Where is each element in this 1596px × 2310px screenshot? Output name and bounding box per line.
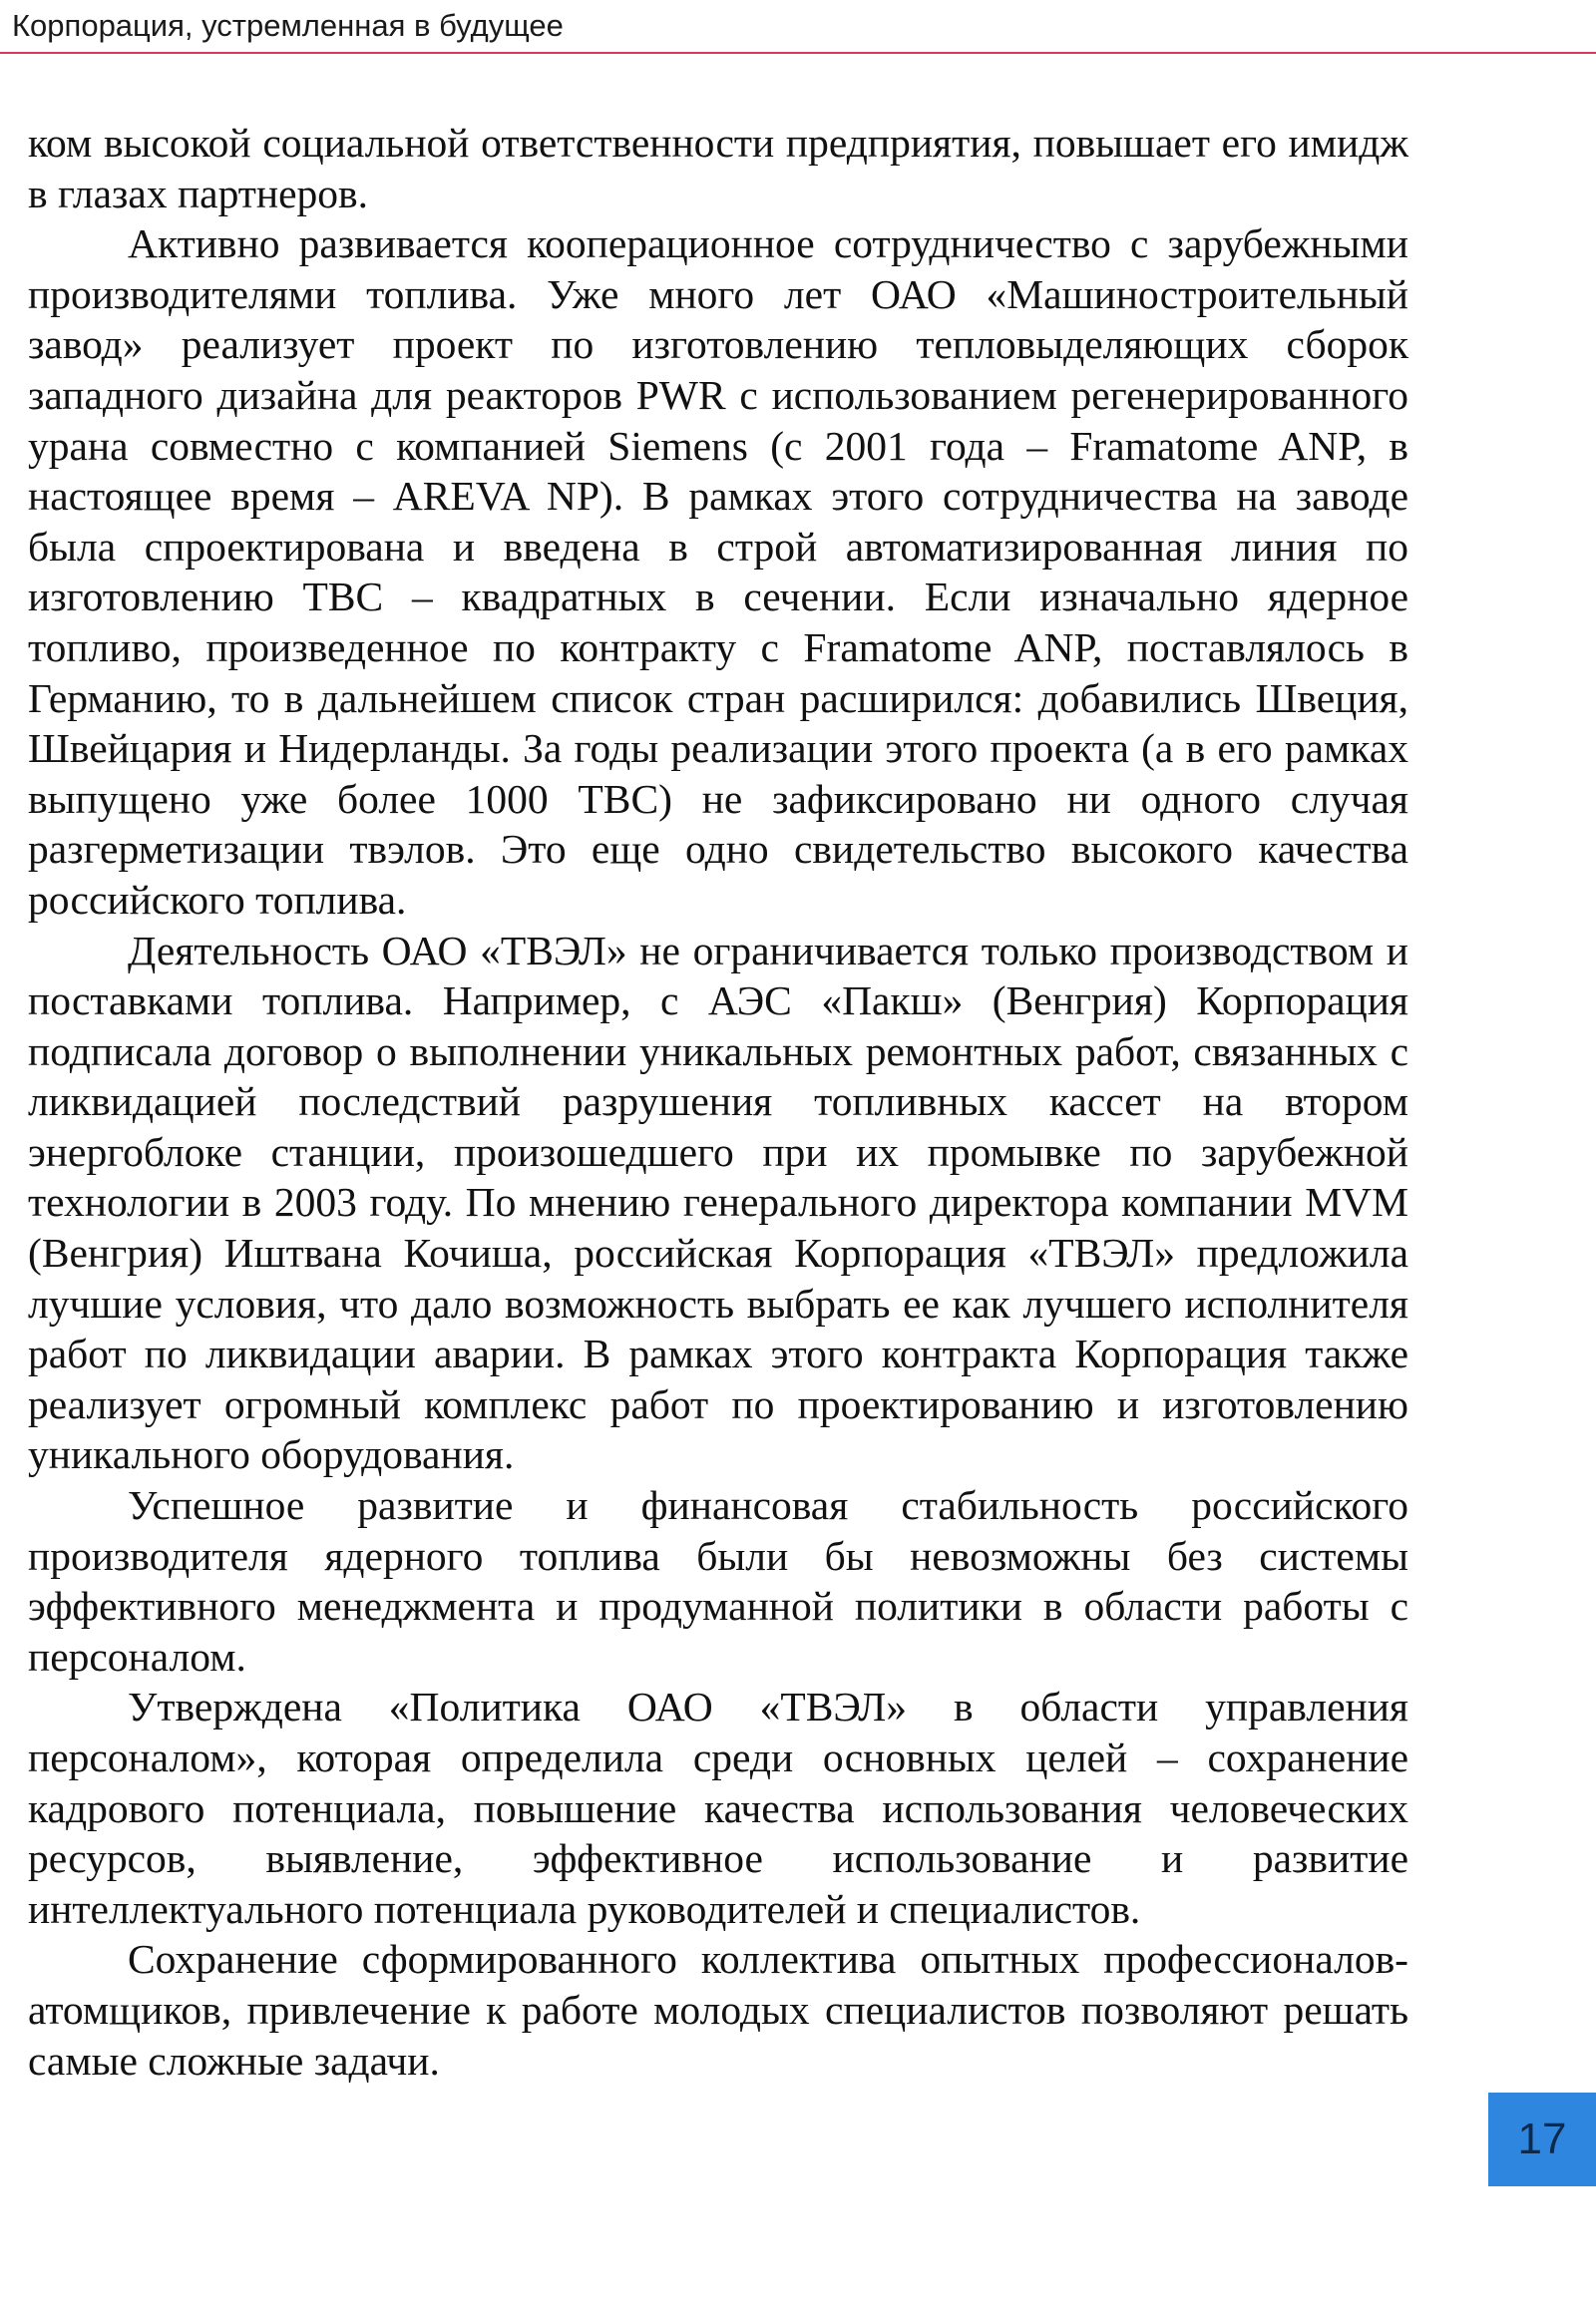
- paragraph-team-retention: Сохранение сформированного коллектива опытных профессионалов-атомщиков, привлечение к работе молодых специалистов позволяют решать самые сложные задачи.: [28, 1936, 1408, 2084]
- running-header-title: Корпорация, устремленная в будущее: [12, 8, 564, 43]
- paragraph-cooperation: Активно развивается кооперационное сотрудничество с зарубежными производителями топлива. Уже много лет ОАО «Машиностроительный завод» реализует проект по изготовлению тепловыделяющих сборок западного дизайна для реакторов PWR с использованием регенерированного урана совместно с компанией Siemens (с 2001 года – Framatome ANP, в настоящее время – AREVA NP). В рамках этого сотрудничества на заводе была спроектирована и введена в строй автоматизированная линия по изготовлению ТВС – квадратных в сечении. Если изначально ядерное топливо, произведенное по контракту с Framatome ANP, поставлялось в Германию, то в дальнейшем список стран расширился: добавились Швеция, Швейцария и Нидерланды. За годы реализации этого проекта (а в его рамках выпущено уже более 1000 ТВС) не зафиксировано ни одного случая разгерметизации твэлов. Это еще одно свидетельство высокого качества российского топлива.: [28, 220, 1408, 923]
- paragraph-hr-policy: Утверждена «Политика ОАО «ТВЭЛ» в области управления персоналом», которая определила среди основных целей – сохранение кадрового потенциала, повышение качества использования человеческих ресурсов, выявление, эффективное использование и развитие интеллектуального потенциала руководителей и специалистов.: [28, 1684, 1408, 1932]
- paragraph-financial-stability: Успешное развитие и финансовая стабильность российского производителя ядерного топлива были бы невозможны без системы эффективного менеджмента и продуманной политики в области работы с персоналом.: [28, 1482, 1408, 1680]
- paragraph-continuation: ком высокой социальной ответственности предприятия, повышает его имидж в глазах партнеров.: [28, 120, 1408, 216]
- running-header: [0, 0, 1596, 54]
- page-number: 17: [1517, 2115, 1567, 2163]
- article-body: [28, 118, 1408, 2086]
- page-number-tab: [1488, 2093, 1596, 2186]
- paragraph-paks-npp: Деятельность ОАО «ТВЭЛ» не ограничивается только производством и поставками топлива. Например, с АЭС «Пакш» (Венгрия) Корпорация подписала договор о выполнении уникальных ремонтных работ, связанных с ликвидацией последствий разрушения топливных кассет на втором энергоблоке станции, произошедшего при их промывке по зарубежной технологии в 2003 году. По мнению генерального директора компании MVM (Венгрия) Иштвана Кочиша, российская Корпорация «ТВЭЛ» предложила лучшие условия, что дало возможность выбрать ее как лучшего исполнителя работ по ликвидации аварии. В рамках этого контракта Корпорация также реализует огромный комплекс работ по проектированию и изготовлению уникального оборудования.: [28, 927, 1408, 1478]
